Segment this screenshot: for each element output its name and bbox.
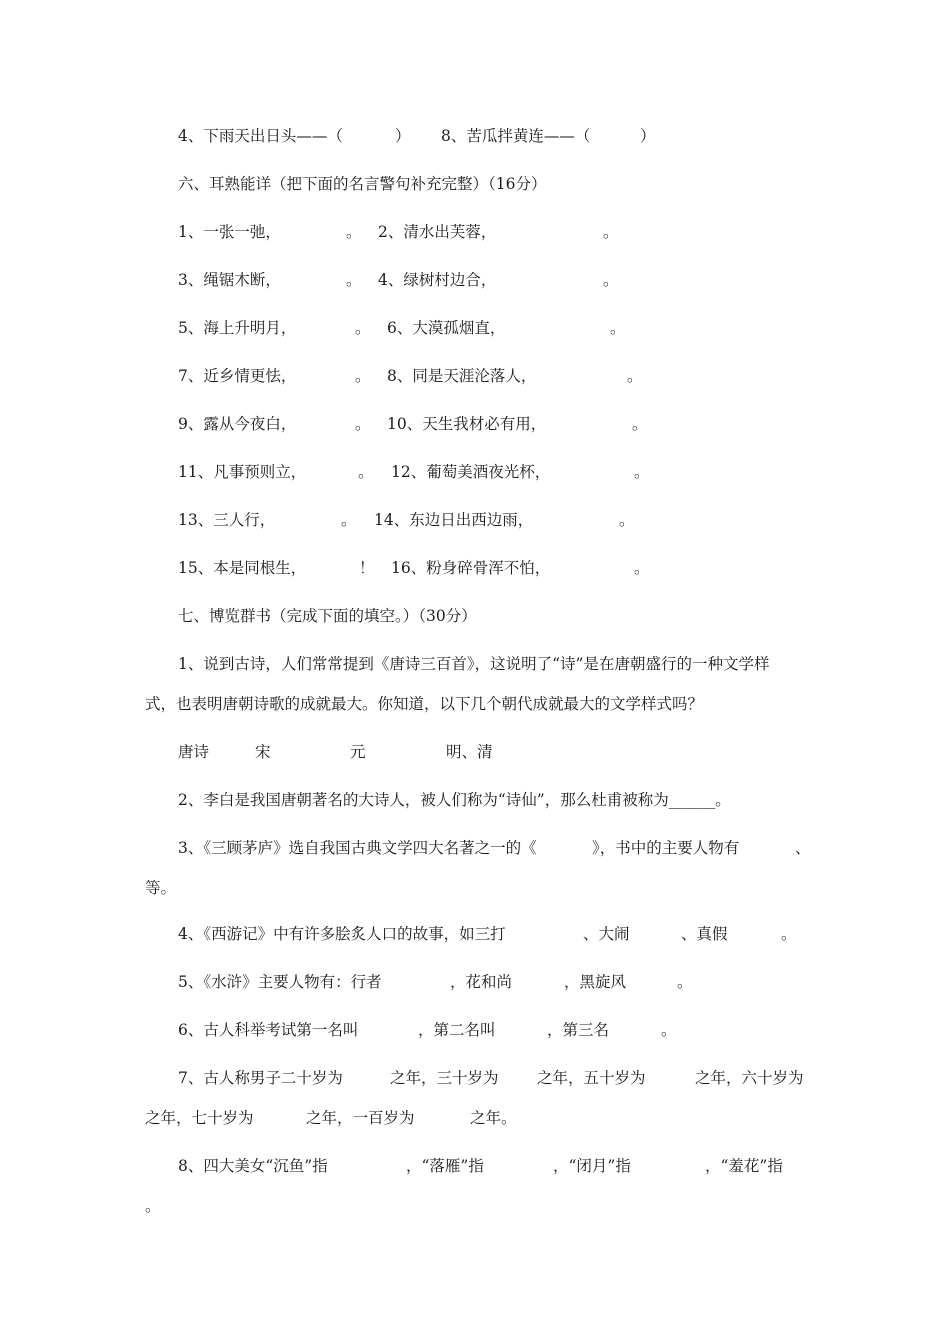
section-heading: 六、耳熟能详（把下面的名言警句补充完整）（16分） [178, 175, 547, 193]
paragraph-line: ，花和尚 [450, 973, 513, 991]
paragraph-line: 8、四大美女“沉鱼”指 [178, 1157, 328, 1175]
bracket-close: ） [640, 127, 656, 145]
paragraph-line: 等。 [145, 879, 177, 897]
answer-bracket [640, 126, 656, 146]
paragraph-line: 之年，三十岁为 [390, 1069, 499, 1087]
paragraph-line: 7、古人称男子二十岁为 [178, 1069, 343, 1087]
fill-item: 14、东边日出西边雨， [374, 511, 534, 529]
question-line [441, 126, 590, 146]
fill-item: 13、三人行， [178, 511, 276, 529]
fill-item: 16、粉身碎骨浑不怕， [391, 559, 551, 577]
fill-item: 5、海上升明月， [178, 319, 297, 337]
option-item: 唐诗 [178, 743, 210, 761]
paragraph-line: 之年，六十岁为 [695, 1069, 804, 1087]
paragraph-line: ，黑旋风 [564, 973, 627, 991]
fill-item-end: 。 [355, 367, 371, 385]
question-line [178, 126, 343, 146]
fill-item-end: 。 [632, 415, 648, 433]
paragraph-line: 。 [781, 925, 797, 943]
paragraph-line: 之年。 [470, 1109, 517, 1127]
fill-item: 15、本是同根生， [178, 559, 307, 577]
paragraph-line: 、大闹 [583, 925, 630, 943]
paragraph-line: 》，书中的主要人物有 [592, 839, 740, 857]
paragraph-line: 3、《三顾茅庐》选自我国古典文学四大名著之一的《 [178, 839, 537, 857]
paragraph-line: 1、说到古诗，人们常常提到《唐诗三百首》，这说明了“诗”是在唐朝盛行的一种文学样 [178, 655, 770, 673]
fill-item: 9、露从今夜白， [178, 415, 297, 433]
section-heading: 七、博览群书（完成下面的填空。）（30分） [178, 607, 477, 625]
fill-item: 6、大漠孤烟直， [387, 319, 506, 337]
fill-item-end: 。 [634, 559, 650, 577]
paragraph-line: ，第二名叫 [418, 1021, 496, 1039]
paragraph-line: 式，也表明唐朝诗歌的成就最大。你知道，以下几个朝代成就最大的文学样式吗？ [145, 695, 704, 713]
option-item: 元 [350, 743, 366, 761]
answer-bracket [395, 126, 411, 146]
paragraph-line: 之年，五十岁为 [537, 1069, 646, 1087]
paragraph-line: 之年，一百岁为 [306, 1109, 415, 1127]
fill-item-end: 。 [610, 319, 626, 337]
paragraph-line: ，“闭月”指 [553, 1157, 631, 1175]
paragraph-line: 4、《西游记》中有许多脍炙人口的故事，如三打 [178, 925, 506, 943]
fill-item-end: 。 [603, 223, 619, 241]
fill-item-end: 。 [358, 463, 374, 481]
fill-item-end: 。 [355, 319, 371, 337]
fill-item-end: 。 [341, 511, 357, 529]
fill-item: 1、一张一弛， [178, 223, 281, 241]
question-text: 8、苦瓜拌黄连——（ [441, 127, 591, 145]
fill-item: 4、绿树村边合， [378, 271, 497, 289]
bracket-close: ） [395, 127, 411, 145]
paragraph-line: 。 [145, 1197, 161, 1215]
fill-item: 7、近乡情更怯， [178, 367, 297, 385]
paragraph-line: 5、《水浒》主要人物有：行者 [178, 973, 382, 991]
fill-item: 8、同是天涯沦落人， [387, 367, 537, 385]
fill-item-end: 。 [634, 463, 650, 481]
fill-item-end: 。 [603, 271, 619, 289]
option-item: 明、清 [446, 743, 493, 761]
paragraph-line: ，第三名 [547, 1021, 610, 1039]
fill-item: 11、凡事预则立， [178, 463, 307, 481]
fill-item-end: 。 [346, 271, 362, 289]
fill-item-end: 。 [627, 367, 643, 385]
paragraph-line: 、 [795, 839, 811, 857]
fill-item-end: 。 [355, 415, 371, 433]
fill-item: 2、清水出芙蓉， [378, 223, 497, 241]
question-text: 4、下雨天出日头——（ [178, 127, 343, 145]
fill-item-end: 。 [346, 223, 362, 241]
fill-item: 10、天生我材必有用， [387, 415, 547, 433]
option-item: 宋 [255, 743, 271, 761]
paragraph-line: 。 [677, 973, 693, 991]
paragraph-line: ，“羞花”指 [705, 1157, 783, 1175]
paragraph-line: 之年，七十岁为 [145, 1109, 254, 1127]
fill-item-end: ！ [359, 559, 375, 577]
fill-item-end: 。 [619, 511, 635, 529]
paragraph-line: 、真假 [681, 925, 728, 943]
paragraph-line: 。 [661, 1021, 677, 1039]
fill-item: 3、绳锯木断， [178, 271, 281, 289]
paragraph-line: 2、李白是我国唐朝著名的大诗人，被人们称为“诗仙”，那么杜甫被称为______。 [178, 791, 731, 809]
paragraph-line: 6、古人科举考试第一名叫 [178, 1021, 359, 1039]
fill-item: 12、葡萄美酒夜光杯， [391, 463, 551, 481]
paragraph-line: ，“落雁”指 [406, 1157, 484, 1175]
